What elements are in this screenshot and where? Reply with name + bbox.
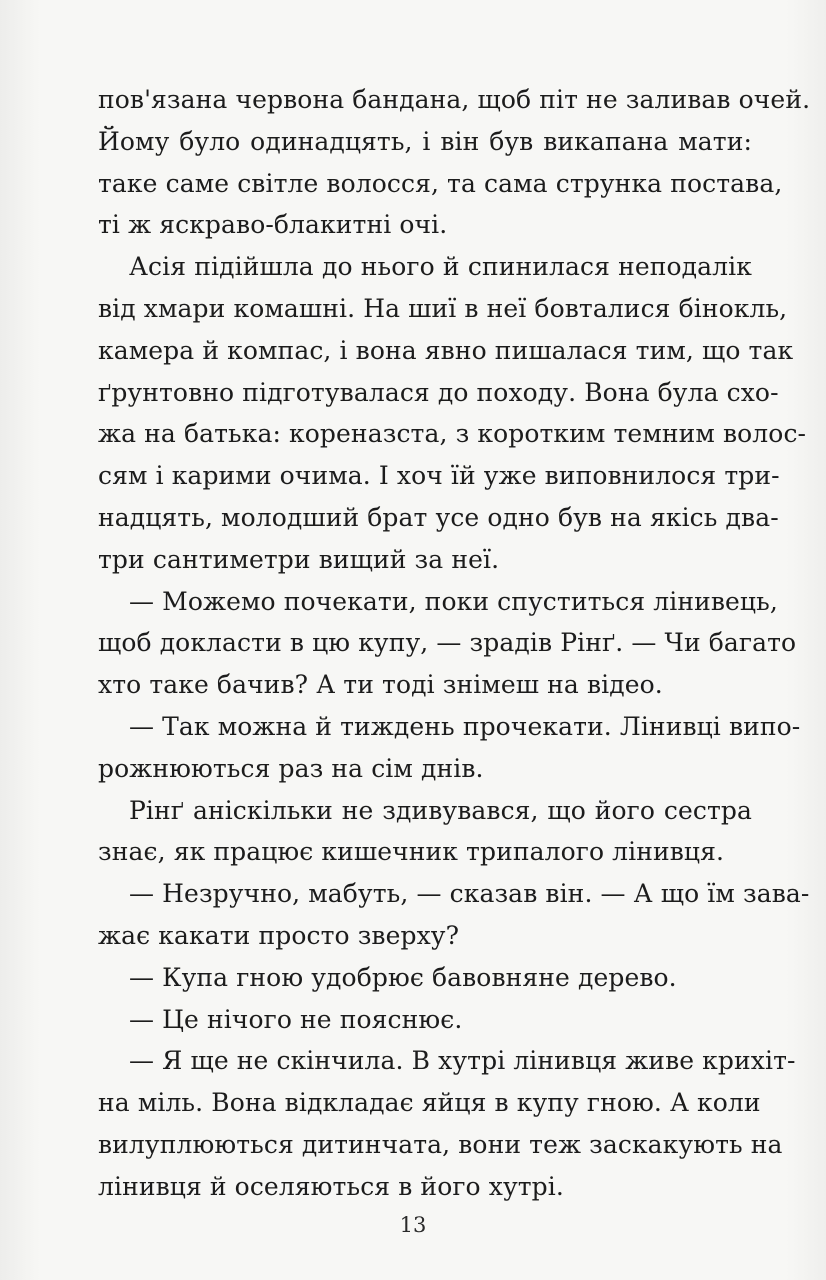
text-line: вилуплюються дитинчата, вони теж заскакують на xyxy=(98,1129,783,1159)
text-line: від хмари комашні. На шиї в неї бовталися бінокль, xyxy=(98,293,788,323)
page-number: 13 xyxy=(399,1213,427,1237)
text-line: Йому було одинадцять, і він був викапана мати: xyxy=(98,126,752,156)
text-line: — Можемо почекати, поки спуститься лінивець, xyxy=(129,586,778,616)
text-line: щоб докласти в цю купу, — зрадів Рінґ. — Чи багато xyxy=(98,628,797,658)
text-line: ґрунтовно підготувалася до походу. Вона була схо- xyxy=(98,377,779,407)
text-line: Рінґ аніскільки не здивувався, що його сестра xyxy=(129,795,752,825)
text-line: жа на батька: кореназста, з коротким темним волос- xyxy=(98,419,807,449)
text-line: — Незручно, мабуть, — сказав він. — А що їм зава- xyxy=(129,879,810,909)
text-line: камера й компас, і вона явно пишалася тим, що так xyxy=(98,335,794,365)
text-line: хто таке бачив? А ти тоді знімеш на відео. xyxy=(98,670,663,700)
text-line: три сантиметри вищий за неї. xyxy=(98,544,500,574)
text-line: — Це нічого не пояснює. xyxy=(129,1004,463,1034)
text-line: сям і карими очима. І хоч їй уже виповнилося три- xyxy=(98,461,780,491)
text-line: пов'язана червона бандана, щоб піт не заливав очей. xyxy=(98,85,811,114)
body-text xyxy=(98,79,811,1208)
text-line: — Так можна й тиждень прочекати. Лінивці випо- xyxy=(129,711,801,741)
text-line: — Купа гною удобрює бавовняне дерево. xyxy=(129,962,677,992)
text-line: — Я ще не скінчила. В хутрі лінивця живе крихіт- xyxy=(129,1046,796,1076)
text-line: лінивця й оселяються в його хутрі. xyxy=(98,1171,564,1201)
text-line: жає какати просто зверху? xyxy=(98,920,460,950)
text-line: знає, як працює кишечник трипалого лінивця. xyxy=(98,837,725,867)
text-line: Асія підійшла до нього й спинилася неподалік xyxy=(129,252,752,282)
text-line: ті ж яскраво-блакитні очі. xyxy=(98,210,448,240)
text-line: на міль. Вона відкладає яйця в купу гною. А коли xyxy=(98,1088,761,1118)
text-line: рожнюються раз на сім днів. xyxy=(98,753,484,783)
text-line: надцять, молодший брат усе одно був на якісь два- xyxy=(98,502,779,532)
text-line: таке саме світле волосся, та сама струнка постава, xyxy=(98,168,783,198)
